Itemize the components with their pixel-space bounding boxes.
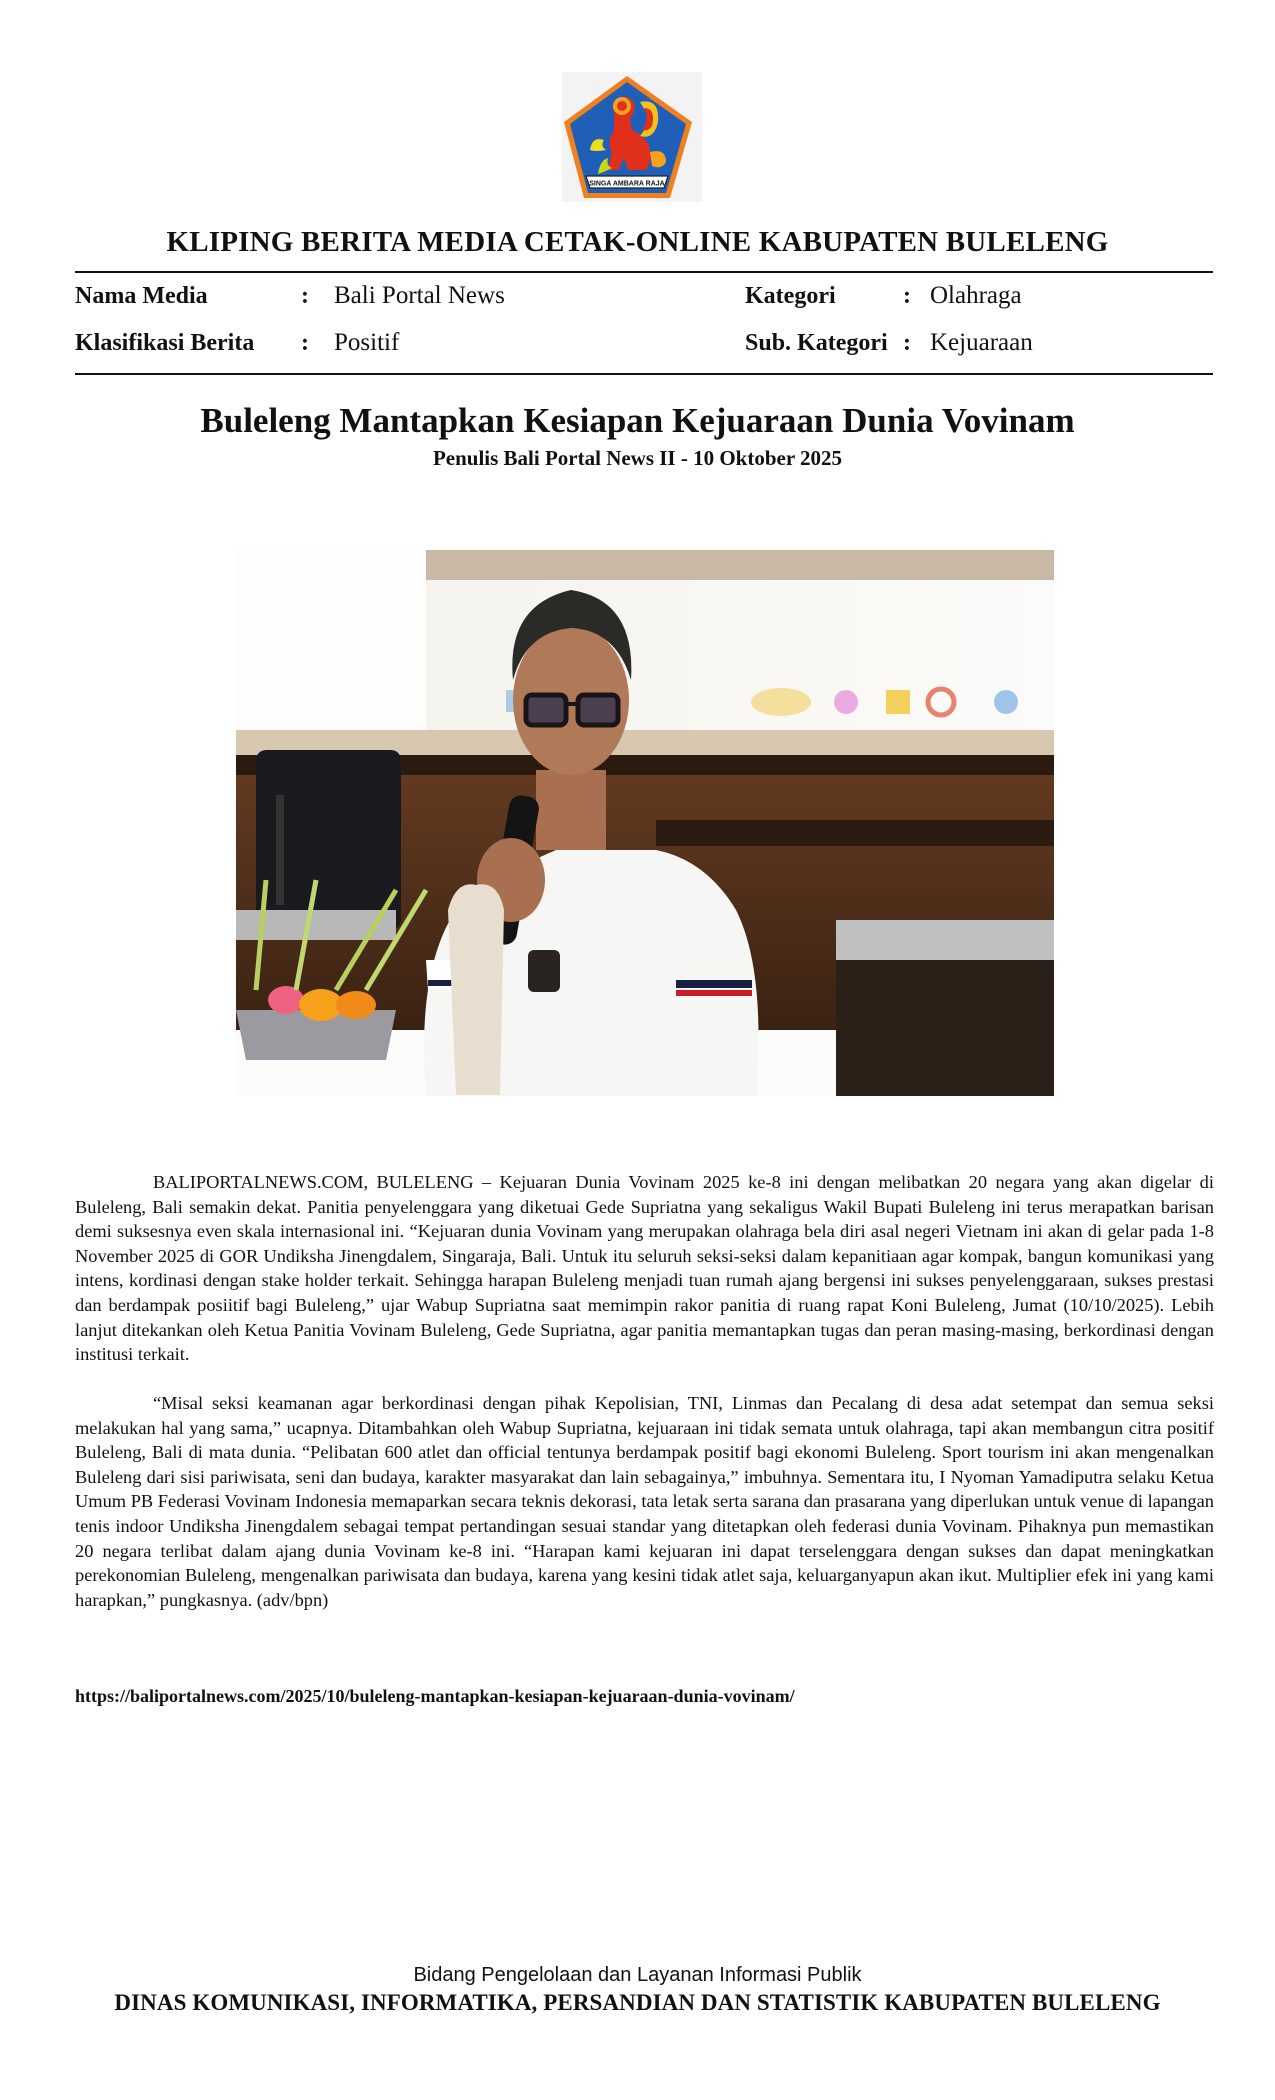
klasifikasi-berita-value: Positif — [334, 329, 400, 356]
kategori-label: Kategori — [745, 283, 836, 309]
sub-kategori-label: Sub. Kategori — [745, 330, 888, 356]
kategori-value: Olahraga — [930, 282, 1022, 309]
article-paragraph: “Misal seksi keamanan agar berkordinasi dengan pihak Kepolisian, TNI, Linmas dan Pecalang di desa adat setempat dan semua seksi melakukan hal yang sama,” ucapnya. Ditambahkan oleh Wabup Supriatna, kejuaraan ini tidak semata untuk olahraga, tapi akan membangun citra positif Buleleng, Bali di mata dunia. “Pelibatan 600 atlet dan official tentunya berdampak positif bagi ekonomi Buleleng. Sport tourism ini akan mengenalkan Buleleng dari sisi pariwisata, seni dan budaya, karakter masyarakat dan lain sebagainya,” imbuhnya. Sementara itu, I Nyoman Yamadiputra selaku Ketua Umum PB Federasi Vovinam Indonesia memaparkan secara teknis dekorasi, tata letak serta sarana dan prasarana yang diperlukan untuk venue di lapangan tenis indoor Undiksha Jinengdalem sebagai tempat pertandingan sesuai standar yang ditetapkan oleh federasi dunia Vovinam. Pihaknya pun memastikan 20 negara terlibat dalam ajang dunia Vovinam ke-8 ini. “Harapan kami kejuaran ini dapat terselenggara dengan sukses dan dapat meningkatkan perekonomian Buleleng, mengenalkan pariwisata dan budaya, karena yang kesini tidak atlet saja, keluarganyapun akan ikut. Multiplier efek ini yang kami harapkan,” pungkasnya. (adv/bpn) — [75, 1393, 1214, 1610]
footer-department: Bidang Pengelolaan dan Layanan Informasi Publik — [413, 1964, 862, 1986]
footer-agency: DINAS KOMUNIKASI, INFORMATIKA, PERSANDIAN DAN STATISTIK KABUPATEN BULELENG — [114, 1990, 1161, 2015]
header-divider-top — [75, 271, 1213, 273]
klasifikasi-berita-colon: : — [301, 330, 309, 356]
article-paragraph: BALIPORTALNEWS.COM, BULELENG – Kejuaran Dunia Vovinam 2025 ke-8 ini dengan melibatkan 20 negara yang akan digelar di Buleleng, Bali semakin dekat. Panitia penyelenggara yang diketuai Gede Supriatna yang sekaligus Wakil Bupati Buleleng ini terus merapatkan barisan demi suksesnya even skala internasional ini. “Kejuaran dunia Vovinam yang merupakan olahraga bela diri asal negeri Vietnam ini akan di gelar pada 1-8 November 2025 di GOR Undiksha Jinengdalem, Singaraja, Bali. Untuk itu seluruh seksi-seksi dalam kepanitiaan agar kompak, bangun komunikasi yang intens, kordinasi dengan stake holder terkait. Sehingga harapan Buleleng menjadi tuan rumah ajang bergensi ini sukses penyelenggaraan, sukses prestasi dan berdampak posiitif bagi Buleleng,” ujar Wabup Supriatna saat memimpin rakor panitia di ruang rapat Koni Buleleng, Jumat (10/10/2025). Lebih lanjut ditekankan oleh Ketua Panitia Vovinam Buleleng, Gede Supriatna, agar panitia memantapkan tugas dan peran masing-masing, berkordinasi dengan institusi terkait. — [75, 1172, 1214, 1365]
nama-media-value: Bali Portal News — [334, 282, 505, 309]
article-headline: Buleleng Mantapkan Kesiapan Kejuaraan Dunia Vovinam — [200, 401, 1075, 440]
source-url-link[interactable]: https://baliportalnews.com/2025/10/buleleng-mantapkan-kesiapan-kejuaraan-dunia-vovinam/ — [75, 1686, 795, 1706]
header-divider-bottom — [75, 373, 1213, 375]
article-photo — [236, 550, 1054, 1096]
logo-motto: SINGA AMBARA RAJA — [589, 180, 665, 188]
kategori-colon: : — [903, 283, 911, 309]
sub-kategori-value: Kejuaraan — [930, 329, 1033, 356]
sub-kategori-colon: : — [903, 330, 911, 356]
document-title: KLIPING BERITA MEDIA CETAK-ONLINE KABUPATEN BULELENG — [166, 226, 1109, 258]
speaker-photo-illustration — [236, 550, 1054, 1096]
coat-of-arms-icon — [562, 72, 702, 202]
kabupaten-logo — [562, 72, 702, 202]
nama-media-label: Nama Media — [75, 283, 208, 309]
klasifikasi-berita-label: Klasifikasi Berita — [75, 330, 255, 356]
article-byline: Penulis Bali Portal News II - 10 Oktober 2025 — [432, 446, 843, 470]
nama-media-colon: : — [301, 283, 309, 309]
